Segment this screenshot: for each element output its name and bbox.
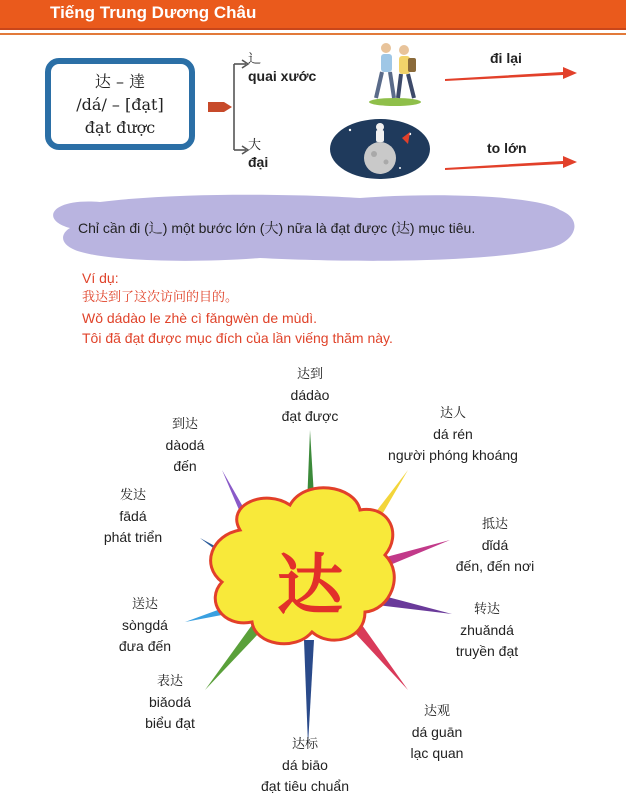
component-1-glyph: 辶 <box>248 52 262 67</box>
component-2-label: đại <box>248 154 269 170</box>
word-node: 表达 biǎodá biểu đạt <box>145 674 195 731</box>
word-node: 达到 dádào đạt được <box>281 367 339 424</box>
word-node: 达观 dá guān lạc quan <box>410 704 464 761</box>
mnemonic-text: Chỉ cần đi (辶) một bước lớn (大) nữa là đạt được (达) mục tiêu. <box>78 220 476 236</box>
word-node: 抵达 dǐdá đến, đến nơi <box>455 517 535 574</box>
header-divider <box>0 33 626 35</box>
word-node: 转达 zhuǎndá truyền đạt <box>455 602 519 659</box>
component-1-label: quai xước <box>248 68 317 84</box>
walking-people-illustration <box>360 38 430 108</box>
word-node: 达人 dá rén người phóng khoáng <box>388 406 518 463</box>
arrow-1 <box>445 64 580 84</box>
example-pinyin: Wǒ dádào le zhè cì fǎngwèn de mùdì. <box>82 310 318 326</box>
word-node: 发达 fādá phát triển <box>103 488 163 545</box>
example-label: Ví dụ: <box>82 270 119 286</box>
header-bar <box>0 0 626 30</box>
character-box <box>45 58 195 150</box>
character-meaning: đạt được <box>84 118 156 137</box>
component-2-meaning: to lớn <box>487 140 527 156</box>
header-title: Tiếng Trung Dương Châu <box>50 3 257 22</box>
example-hanzi: 我达到了这次访问的目的。 <box>82 290 239 305</box>
word-node: 达标 dá biāo đạt tiêu chuẩn <box>261 737 349 794</box>
center-character: 达 <box>277 547 343 624</box>
example-translation: Tôi đã đạt được mục đích của lần viếng thăm này. <box>82 330 393 346</box>
arrow-2 <box>445 153 580 173</box>
word-node: 送达 sòngdá đưa đến <box>118 597 172 654</box>
component-1-meaning: đi lại <box>490 50 522 66</box>
word-node: 到达 dàodá đến <box>165 417 205 474</box>
character-reading: /dá/ – [đạt] <box>76 95 164 114</box>
component-2-glyph: 大 <box>248 138 262 153</box>
character-forms: 达 – 達 <box>94 72 146 91</box>
moon-illustration <box>330 118 430 180</box>
